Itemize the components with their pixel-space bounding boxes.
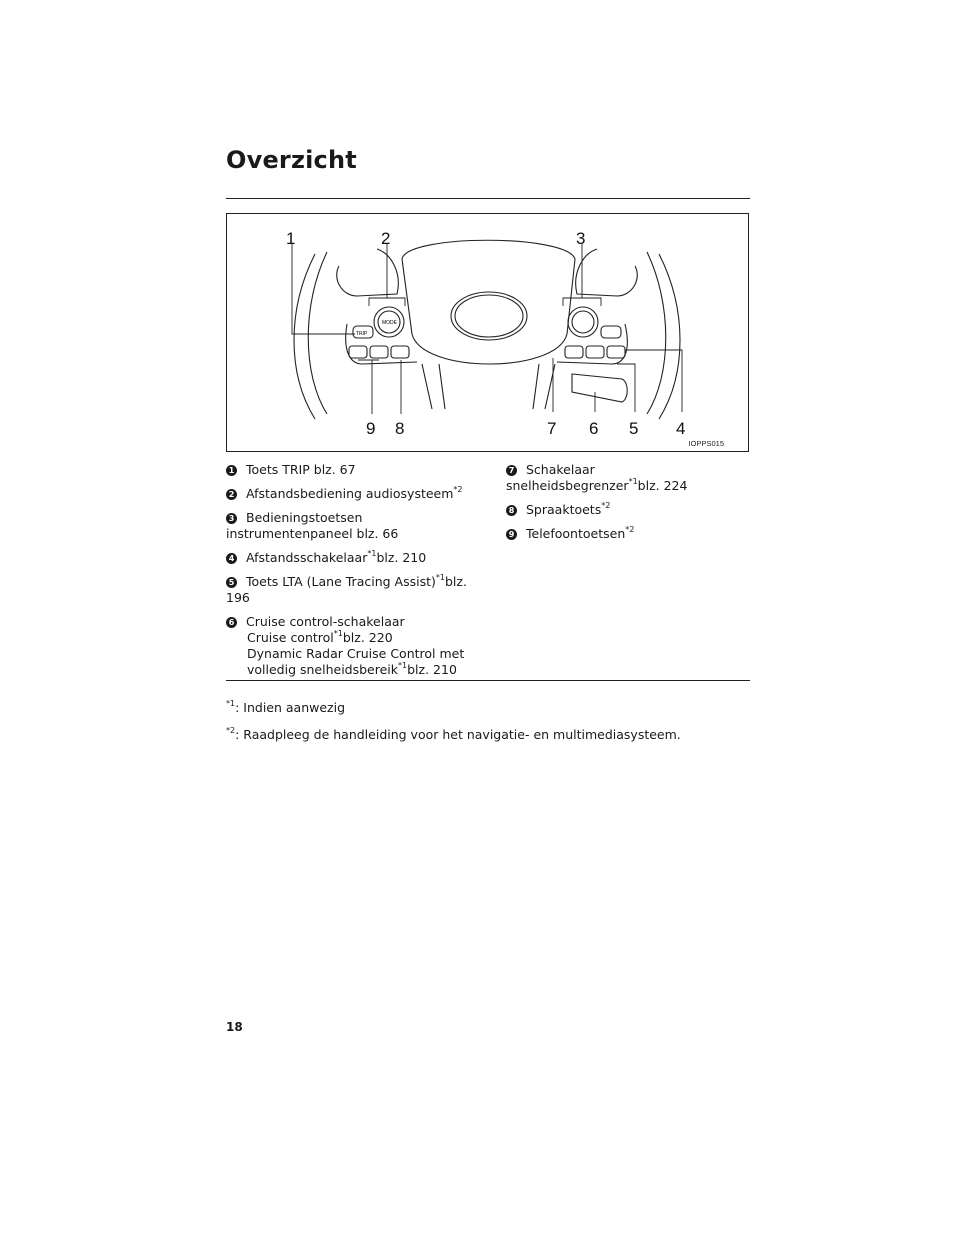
number-badge: 9 — [506, 529, 517, 540]
callout-5: 5 — [629, 419, 639, 438]
number-badge: 8 — [506, 505, 517, 516]
figure-code: IOPPS015 — [688, 439, 724, 448]
legend-item-1: 1 Toets TRIP blz. 67 — [226, 462, 484, 478]
number-badge: 2 — [226, 489, 237, 500]
footnote-2: $^{*2}$: Raadpleeg de handleiding voor het navigatie- en multimediasysteem. — [226, 726, 681, 742]
trip-label: TRIP — [356, 331, 368, 337]
legend-subitem-dynamic-radar: Dynamic Radar Cruise Control met volledig snelheidsbereik$^{*1}$blz. 210 — [247, 646, 465, 677]
number-badge: 3 — [226, 513, 237, 524]
callout-2: 2 — [381, 229, 391, 248]
legend-left-column — [226, 462, 484, 686]
number-badge: 4 — [226, 553, 237, 564]
footnote-1: $^{*1}$: Indien aanwezig — [226, 699, 346, 715]
legend-item-6: 6 Cruise control-schakelaar Cruise control$^{*1}$blz. 220 Dynamic Radar Cruise Control met volledig snelheidsbereik$^{*1}$blz. 210 — [226, 614, 484, 678]
number-badge: 6 — [226, 617, 237, 628]
number-badge: 1 — [226, 465, 237, 476]
steering-wheel-figure — [226, 213, 749, 452]
legend-item-2: 2 Afstandsbediening audiosysteem$^{*2}$ — [226, 486, 484, 502]
legend-right-column — [506, 462, 750, 550]
callout-7: 7 — [547, 419, 557, 438]
callout-9: 9 — [366, 419, 376, 438]
legend-item-5: 5 Toets LTA (Lane Tracing Assist)$^{*1}$blz. 196 — [226, 573, 467, 605]
legend-subitem-cruise-control: Cruise control$^{*1}$blz. 220 — [247, 629, 393, 645]
legend-item-4: 4 Afstandsschakelaar$^{*1}$blz. 210 — [226, 550, 484, 566]
callout-4: 4 — [676, 419, 686, 438]
legend-item-7: 7 Schakelaar snelheidsbegrenzer$^{*1}$blz. 224 — [506, 462, 688, 493]
page-number: 18 — [226, 1020, 243, 1034]
page-title: Overzicht — [226, 146, 357, 174]
footnotes — [226, 700, 681, 754]
steering-wheel-illustration — [227, 214, 750, 453]
title-rule — [226, 198, 750, 199]
legend-item-8: 8 Spraaktoets$^{*2}$ — [506, 502, 750, 518]
legend-item-9: 9 Telefoontoetsen$^{*2}$ — [506, 526, 750, 542]
number-badge: 5 — [226, 577, 237, 588]
callout-6: 6 — [589, 419, 599, 438]
number-badge: 7 — [506, 465, 517, 476]
callout-1: 1 — [286, 229, 296, 248]
notes-rule — [226, 680, 750, 681]
legend-item-3: 3 Bedieningstoetsen instrumentenpaneel blz. 66 — [226, 510, 399, 541]
callout-3: 3 — [576, 229, 586, 248]
mode-label: MODE — [382, 320, 397, 326]
callout-8: 8 — [395, 419, 405, 438]
